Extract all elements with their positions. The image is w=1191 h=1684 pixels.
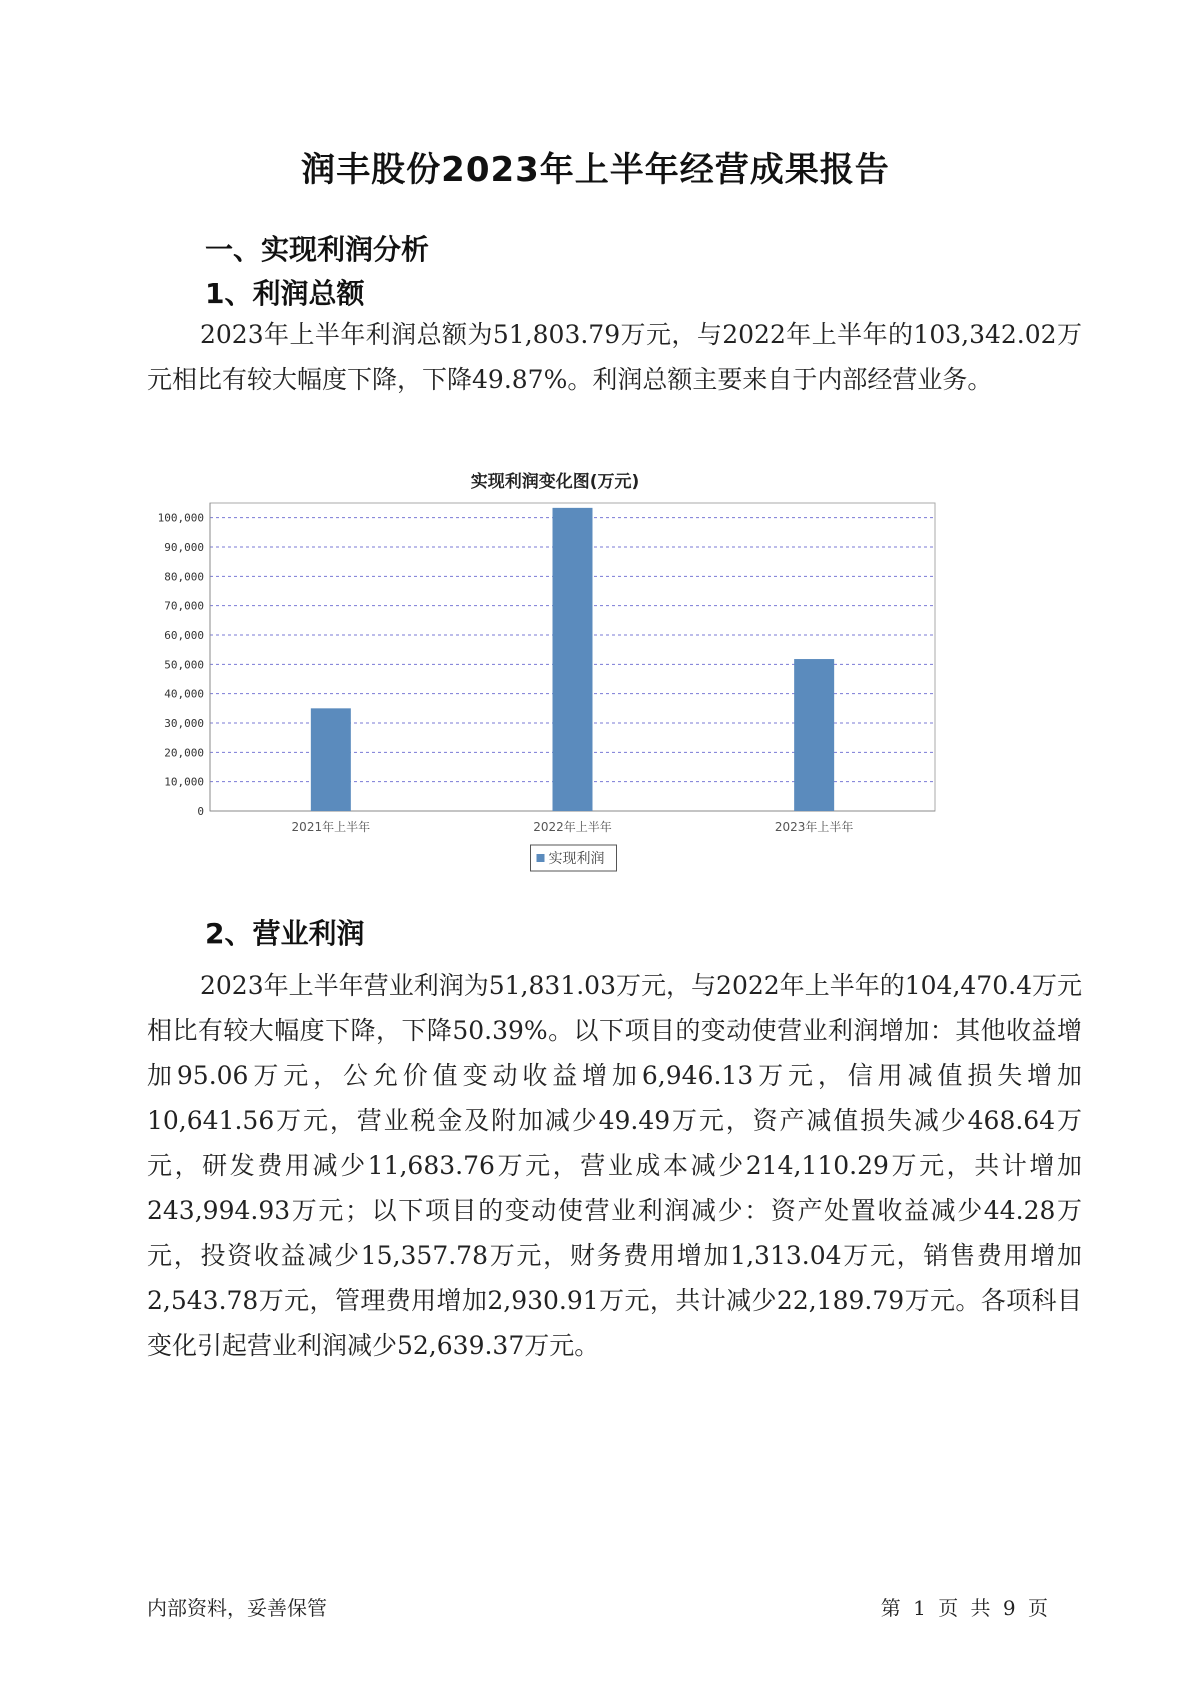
y-tick-label: 90,000 bbox=[164, 541, 204, 554]
legend-swatch bbox=[537, 854, 545, 862]
chart-legend bbox=[531, 845, 617, 871]
footer-page-number: 第 1 页 共 9 页 bbox=[880, 1596, 1048, 1620]
y-tick-label: 80,000 bbox=[164, 570, 204, 584]
x-category-label: 2023年上半年 bbox=[774, 820, 854, 834]
chart-x-axis bbox=[292, 819, 854, 834]
y-tick-label: 100,000 bbox=[157, 511, 204, 525]
y-tick-label: 20,000 bbox=[164, 746, 204, 760]
section-heading-profit-analysis: 一、实现利润分析 bbox=[205, 233, 430, 266]
subheading-total-profit: 1、利润总额 bbox=[205, 277, 365, 310]
subheading-operating-profit: 2、营业利润 bbox=[205, 917, 365, 950]
y-tick-label: 70,000 bbox=[164, 599, 204, 613]
y-tick-label: 30,000 bbox=[164, 717, 204, 730]
profit-bar-chart bbox=[150, 462, 1030, 957]
y-tick-label: 40,000 bbox=[164, 687, 204, 701]
profit-chart bbox=[150, 462, 1030, 922]
chart-title: 实现利润变化图(万元) bbox=[470, 472, 640, 492]
y-tick-label: 0 bbox=[197, 805, 204, 818]
document-title: 润丰股份2023年上半年经营成果报告 bbox=[301, 150, 890, 190]
paragraph-operating-profit: 2023年上半年营业利润为51,831.03万元，与2022年上半年的104,470.4万元相比有较大幅度下降，下降50.39%。以下项目的变动使营业利润增加：其他收益增加95.06万元，公允价值变动收益增加6,946.13万元，信用减值损失增加10,641.56万元，营业税金及附加减少49.49万元，资产减值损失减少468.64万元，研发费用减少11,683.76万元，营业成本减少214,110.29万元，共计增加243,994.93万元；以下项目的变动使营业利润减少：资产处置收益减少44.28万元，投资收益减少15,357.78万元，财务费用增加1,313.04万元，销售费用增加2,543.78万元，管理费用增加2,930.91万元，共计减少22,189.79万元。各项科目变化引起营业利润减少52,639.37万元。 bbox=[147, 971, 1082, 1360]
legend-label: 实现利润 bbox=[548, 851, 605, 867]
bar-2 bbox=[553, 508, 593, 811]
paragraph-total-profit: 2023年上半年利润总额为51,803.79万元，与2022年上半年的103,342.02万元相比有较大幅度下降，下降49.87%。利润总额主要来自于内部经营业务。 bbox=[147, 320, 1082, 394]
y-tick-label: 50,000 bbox=[164, 658, 204, 672]
chart-y-axis bbox=[158, 512, 204, 818]
bar-3 bbox=[794, 659, 834, 811]
x-category-label: 2021年上半年 bbox=[291, 820, 371, 834]
bar-1 bbox=[311, 708, 351, 811]
footer-confidential-note: 内部资料，妥善保管 bbox=[147, 1596, 327, 1620]
y-tick-label: 60,000 bbox=[164, 629, 204, 642]
y-tick-label: 10,000 bbox=[164, 775, 204, 789]
x-category-label: 2022年上半年 bbox=[533, 820, 612, 834]
